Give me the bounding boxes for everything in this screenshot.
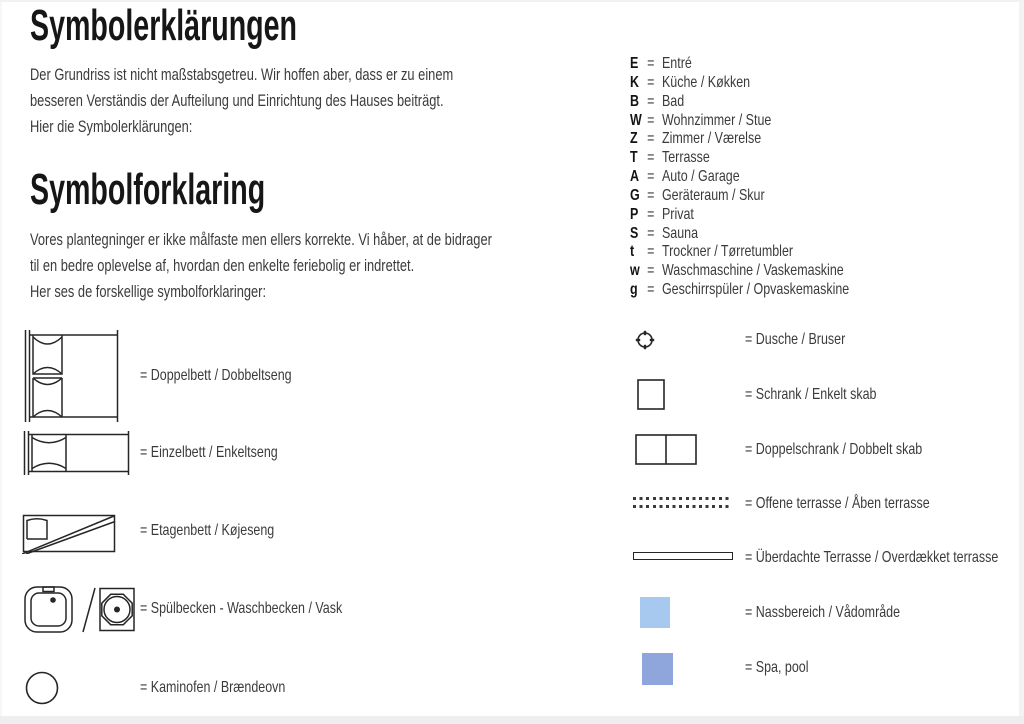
letter-key: W — [630, 111, 642, 129]
letter-key: T — [630, 149, 638, 167]
letter-row — [630, 55, 849, 74]
letter-row — [630, 187, 849, 206]
intro-paragraph-danish — [30, 227, 492, 305]
wet-area-icon — [640, 597, 670, 628]
bunk-bed-icon — [22, 508, 116, 554]
page-title-german: Symbolerklärungen — [30, 1, 298, 50]
legend-label: = Offene terrasse / Åben terrasse — [745, 495, 930, 512]
legend-label: = Dusche / Bruser — [745, 331, 846, 348]
paragraph-line: besseren Verständis der Aufteilung und Einrichtung des Hauses beiträgt. — [30, 92, 444, 110]
paragraph-line: Der Grundriss ist nicht maßstabsgetreu. Wir hoffen aber, dass er zu einem — [30, 66, 454, 84]
legend-label: = Doppelschrank / Dobbelt skab — [745, 441, 923, 458]
letter-definition: Waschmaschine / Vaskemaskine — [661, 262, 844, 280]
legend-label: = Doppelbett / Dobbeltseng — [140, 367, 292, 384]
letter-key: A — [630, 168, 640, 186]
equals-sign: = — [647, 73, 655, 91]
letter-definition: Privat — [661, 205, 694, 223]
equals-sign: = — [647, 55, 655, 72]
letter-key: P — [630, 205, 639, 223]
paragraph-line: til en bedre oplevelse af, hvordan den enkelte feriebolig er indrettet. — [30, 257, 415, 275]
paragraph-line: Her ses de forskellige symbolforklaringer: — [30, 283, 267, 301]
legend-label: = Schrank / Enkelt skab — [745, 386, 877, 403]
legend-label: = Spülbecken - Waschbecken / Vask — [140, 600, 343, 617]
covered-terrace-icon — [633, 552, 733, 560]
letter-row — [630, 112, 849, 131]
legend-label: = Überdachte Terrasse / Overdækket terrasse — [745, 549, 999, 566]
letter-definition: Auto / Garage — [661, 168, 740, 186]
letter-row — [630, 262, 849, 281]
legend-label: = Nassbereich / Vådområde — [745, 604, 901, 621]
single-cabinet-icon — [637, 379, 665, 410]
equals-sign: = — [647, 262, 655, 280]
letter-row — [630, 206, 849, 225]
room-letter-legend — [630, 55, 849, 300]
letter-definition: Bad — [661, 92, 685, 110]
letter-row — [630, 243, 849, 262]
sink-washbasin-icon — [24, 584, 136, 636]
paragraph-line: Vores plantegninger er ikke målfaste men ellers korrekte. Vi håber, at de bidrager — [30, 231, 492, 249]
intro-paragraph-german — [30, 62, 453, 140]
letter-row — [630, 74, 849, 93]
letter-row — [630, 281, 849, 300]
letter-row — [630, 93, 849, 112]
equals-sign: = — [647, 243, 655, 261]
letter-key: t — [630, 243, 635, 261]
single-bed-icon — [22, 431, 132, 475]
letter-row — [630, 149, 849, 168]
letter-key: E — [630, 55, 639, 72]
letter-key: G — [630, 186, 640, 204]
equals-sign: = — [647, 168, 655, 186]
letter-definition: Trockner / Tørretumbler — [661, 243, 794, 261]
letter-definition: Zimmer / Værelse — [661, 130, 762, 148]
equals-sign: = — [647, 281, 655, 299]
letter-definition: Küche / Køkken — [661, 73, 751, 91]
equals-sign: = — [647, 205, 655, 223]
double-cabinet-icon — [635, 434, 697, 465]
letter-row — [630, 225, 849, 244]
wood-stove-icon — [25, 671, 59, 705]
letter-key: Z — [630, 130, 638, 148]
letter-row — [630, 168, 849, 187]
paragraph-line: Hier die Symbolerklärungen: — [30, 118, 193, 136]
page-title-danish: Symbolforklaring — [30, 165, 266, 214]
letter-key: B — [630, 92, 640, 110]
legend-label: = Etagenbett / Køjeseng — [140, 522, 275, 539]
spa-pool-icon — [642, 653, 673, 685]
equals-sign: = — [647, 111, 655, 129]
letter-key: w — [630, 262, 640, 280]
equals-sign: = — [647, 149, 655, 167]
letter-definition: Entré — [661, 55, 692, 72]
legend-label: = Kaminofen / Brændeovn — [140, 679, 286, 696]
letter-definition: Sauna — [661, 224, 699, 242]
shower-icon — [633, 328, 657, 352]
legend-label: = Einzelbett / Enkeltseng — [140, 444, 278, 461]
letter-row — [630, 130, 849, 149]
letter-key: K — [630, 73, 640, 91]
letter-key: g — [630, 281, 638, 299]
legend-label: = Spa, pool — [745, 659, 809, 676]
equals-sign: = — [647, 92, 655, 110]
letter-definition: Terrasse — [661, 149, 710, 167]
open-terrace-icon — [633, 497, 731, 508]
letter-definition: Geräteraum / Skur — [661, 186, 765, 204]
double-bed-icon — [22, 330, 122, 422]
equals-sign: = — [647, 130, 655, 148]
letter-definition: Wohnzimmer / Stue — [661, 111, 772, 129]
letter-definition: Geschirrspüler / Opvaskemaskine — [661, 281, 850, 299]
letter-key: S — [630, 224, 639, 242]
equals-sign: = — [647, 186, 655, 204]
equals-sign: = — [647, 224, 655, 242]
